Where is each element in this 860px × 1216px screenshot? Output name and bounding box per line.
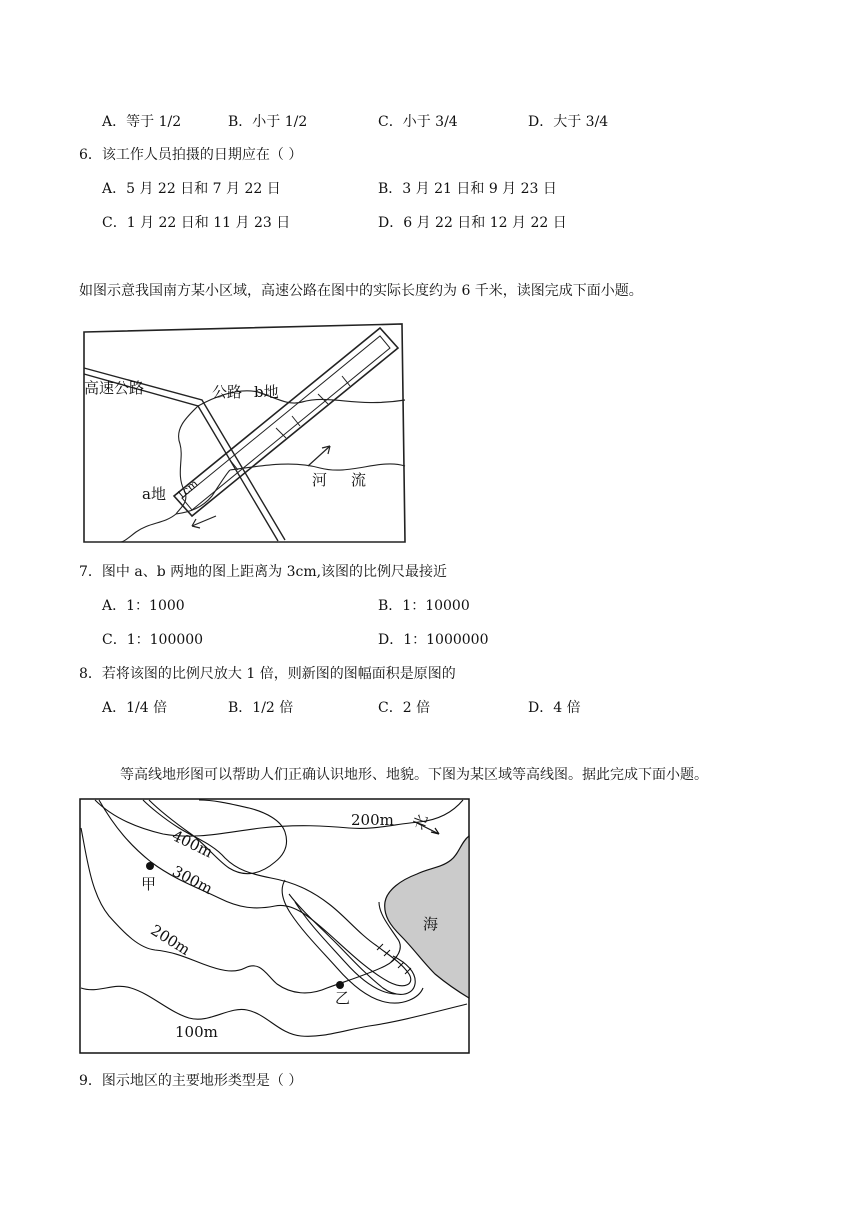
q7-option-c: C．1：100000 <box>102 632 204 648</box>
north-label: 北 <box>409 811 432 833</box>
highway-label: 高速公路 <box>84 379 145 397</box>
contour-200m-left-label: 200m <box>147 921 194 959</box>
q5-option-b: B．小于 1/2 <box>228 114 308 130</box>
point-yi-marker <box>336 981 344 989</box>
b-location-label: b地 <box>254 383 279 401</box>
contour-200m-top-label: 200m <box>351 811 394 829</box>
contour-100m-label: 100m <box>175 1023 218 1041</box>
q8-option-d: D．4 倍 <box>528 700 581 716</box>
intro-paragraph-1: 如图示意我国南方某小区域，高速公路在图中的实际长度约为 6 千米，读图完成下面小题。 <box>79 283 643 299</box>
q8-stem: 8．若将该图的比例尺放大 1 倍，则新图的图幅面积是原图的 <box>79 666 456 682</box>
a-location-label: a地 <box>142 485 166 503</box>
q7-option-a: A．1：1000 <box>102 598 185 614</box>
road-river-map-drawing <box>80 320 408 544</box>
q5-option-a: A．等于 1/2 <box>102 114 182 130</box>
contour-map <box>79 798 470 1054</box>
q7-option-d: D．1：1000000 <box>378 632 489 648</box>
point-yi-label: 乙 <box>335 989 351 1007</box>
q6-option-b: B．3 月 21 日和 9 月 23 日 <box>378 181 557 197</box>
contour-map-drawing <box>79 798 470 1054</box>
contour-400m-label: 400m <box>169 826 216 862</box>
sea-label: 海 <box>423 915 439 933</box>
q6-option-d: D．6 月 22 日和 12 月 22 日 <box>378 215 567 231</box>
contour-300m-label: 300m <box>169 861 216 899</box>
q5-option-d: D．大于 3/4 <box>528 114 609 130</box>
q6-option-c: C．1 月 22 日和 11 月 23 日 <box>102 215 291 231</box>
intro-paragraph-2: 等高线地形图可以帮助人们正确认识地形、地貌。下图为某区域等高线图。据此完成下面小题。 <box>120 767 708 783</box>
q9-stem: 9．图示地区的主要地形类型是（ ） <box>79 1073 303 1089</box>
point-jia-marker <box>146 862 154 870</box>
q6-option-a: A．5 月 22 日和 7 月 22 日 <box>102 181 281 197</box>
q8-option-a: A．1/4 倍 <box>102 700 168 716</box>
point-jia-label: 甲 <box>141 875 157 893</box>
q6-stem: 6．该工作人员拍摄的日期应在（ ） <box>79 147 303 163</box>
scale-bar-label: 1cm <box>174 477 201 503</box>
road-river-map <box>80 320 408 544</box>
q8-option-b: B．1/2 倍 <box>228 700 294 716</box>
q7-option-b: B．1：10000 <box>378 598 470 614</box>
river-label: 河流 <box>312 471 391 489</box>
q7-stem: 7．图中 a、b 两地的图上距离为 3cm,该图的比例尺最接近 <box>79 564 448 580</box>
road-label: 公路 <box>212 383 243 401</box>
q8-option-c: C．2 倍 <box>378 700 431 716</box>
q5-option-c: C．小于 3/4 <box>378 114 458 130</box>
